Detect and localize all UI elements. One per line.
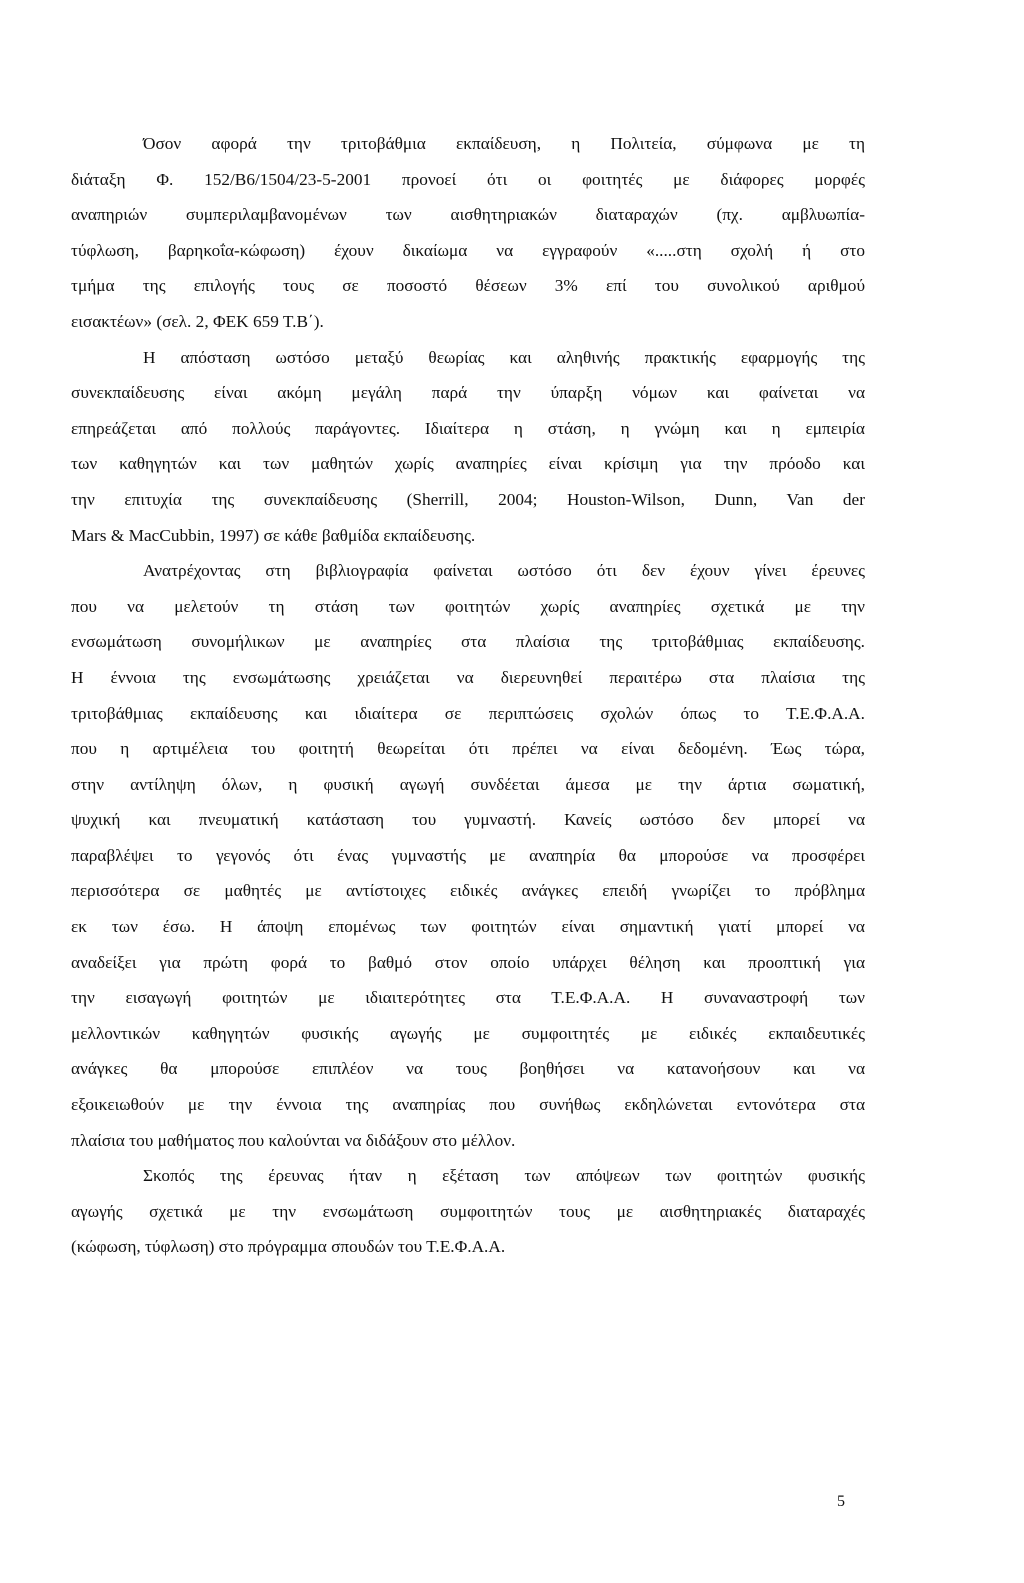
text-line: Η έννοια της ενσωμάτωσης χρειάζεται να διερευνηθεί περαιτέρω στα πλαίσια της <box>71 667 865 687</box>
text-line: τύφλωση, βαρηκοΐα-κώφωση) έχουν δικαίωμα να εγγραφούν «.....στη σχολή ή στο <box>71 240 865 260</box>
text-line: τμήμα της επιλογής τους σε ποσοστό θέσεων 3% επί του συνολικού αριθμού <box>71 276 865 296</box>
text-line: (κώφωση, τύφλωση) στο πρόγραμμα σπουδών του Τ.Ε.Φ.Α.Α. <box>71 1237 506 1257</box>
text-line: την επιτυχία της συνεκπαίδευσης (Sherrill, 2004; Houston-Wilson, Dunn, Van der <box>71 489 865 509</box>
text-line: επηρεάζεται από πολλούς παράγοντες. Ιδιαίτερα η στάση, η γνώμη και η εμπειρία <box>71 418 865 438</box>
text-line: των καθηγητών και των μαθητών χωρίς αναπηρίες είναι κρίσιμη για την πρόοδο και <box>71 454 865 474</box>
text-line: αναπηριών συμπεριλαμβανομένων των αισθητηριακών διαταραχών (πχ. αμβλυωπία- <box>71 205 865 225</box>
text-line: την εισαγωγή φοιτητών με ιδιαιτερότητες στα Τ.Ε.Φ.Α.Α. Η συναναστροφή των <box>71 988 865 1008</box>
text-line: αγωγής σχετικά με την ενσωμάτωση συμφοιτητών τους με αισθητηριακές διαταραχές <box>71 1201 865 1221</box>
text-line: ανάγκες θα μπορούσε επιπλέον να τους βοηθήσει να κατανοήσουν και να <box>71 1059 865 1079</box>
text-line: διάταξη Φ. 152/Β6/1504/23-5-2001 προνοεί ότι οι φοιτητές με διάφορες μορφές <box>71 169 865 189</box>
text-line: που να μελετούν τη στάση των φοιτητών χωρίς αναπηρίες σχετικά με την <box>71 596 865 616</box>
text-line: εξοικειωθούν με την έννοια της αναπηρίας που συνήθως εκδηλώνεται εντονότερα στα <box>71 1095 865 1115</box>
text-line: Η απόσταση ωστόσο μεταξύ θεωρίας και αληθινής πρακτικής εφαρμογής της <box>143 347 865 367</box>
text-line: που η αρτιμέλεια του φοιτητή θεωρείται ότι πρέπει να είναι δεδομένη. Έως τώρα, <box>71 739 865 759</box>
text-line: μελλοντικών καθηγητών φυσικής αγωγής με συμφοιτητές με ειδικές εκπαιδευτικές <box>71 1023 865 1043</box>
text-line: συνεκπαίδευσης είναι ακόμη μεγάλη παρά την ύπαρξη νόμων και φαίνεται να <box>71 383 865 403</box>
text-line: Όσον αφορά την τριτοβάθμια εκπαίδευση, η Πολιτεία, σύμφωνα με τη <box>143 134 865 153</box>
text-line: Σκοπός της έρευνας ήταν η εξέταση των απόψεων των φοιτητών φυσικής <box>143 1166 865 1186</box>
text-line: στην αντίληψη όλων, η φυσική αγωγή συνδέεται άμεσα με την άρτια σωματική, <box>71 774 865 794</box>
text-line: πλαίσια του μαθήματος που καλούνται να διδάξουν στο μέλλον. <box>71 1130 516 1150</box>
text-line: αναδείξει για πρώτη φορά το βαθμό στον οποίο υπάρχει θέληση και προοπτική για <box>71 952 865 972</box>
text-line: Ανατρέχοντας στη βιβλιογραφία φαίνεται ωστόσο ότι δεν έχουν γίνει έρευνες <box>143 561 865 581</box>
text-line: εκ των έσω. Η άποψη επομένως των φοιτητών είναι σημαντική γιατί μπορεί να <box>71 917 865 937</box>
text-line: τριτοβάθμιας εκπαίδευσης και ιδιαίτερα σε περιπτώσεις σχολών όπως το Τ.Ε.Φ.Α.Α. <box>71 703 865 723</box>
text-line: ψυχική και πνευματική κατάσταση του γυμναστή. Κανείς ωστόσο δεν μπορεί να <box>71 810 865 830</box>
text-line: περισσότερα σε μαθητές με αντίστοιχες ειδικές ανάγκες επειδή γνωρίζει το πρόβλημα <box>71 881 865 901</box>
text-line: ενσωμάτωση συνομήλικων με αναπηρίες στα πλαίσια της τριτοβάθμιας εκπαίδευσης. <box>71 632 865 652</box>
text-line: εισακτέων» (σελ. 2, ΦΕΚ 659 Τ.Β΄). <box>71 311 324 331</box>
text-line: παραβλέψει το γεγονός ότι ένας γυμναστής με αναπηρία θα μπορούσε να προσφέρει <box>71 845 865 865</box>
text-line: Mars & MacCubbin, 1997) σε κάθε βαθμίδα εκπαίδευσης. <box>71 525 476 545</box>
page-number: 5 <box>837 1493 845 1510</box>
body-text <box>71 126 865 1265</box>
